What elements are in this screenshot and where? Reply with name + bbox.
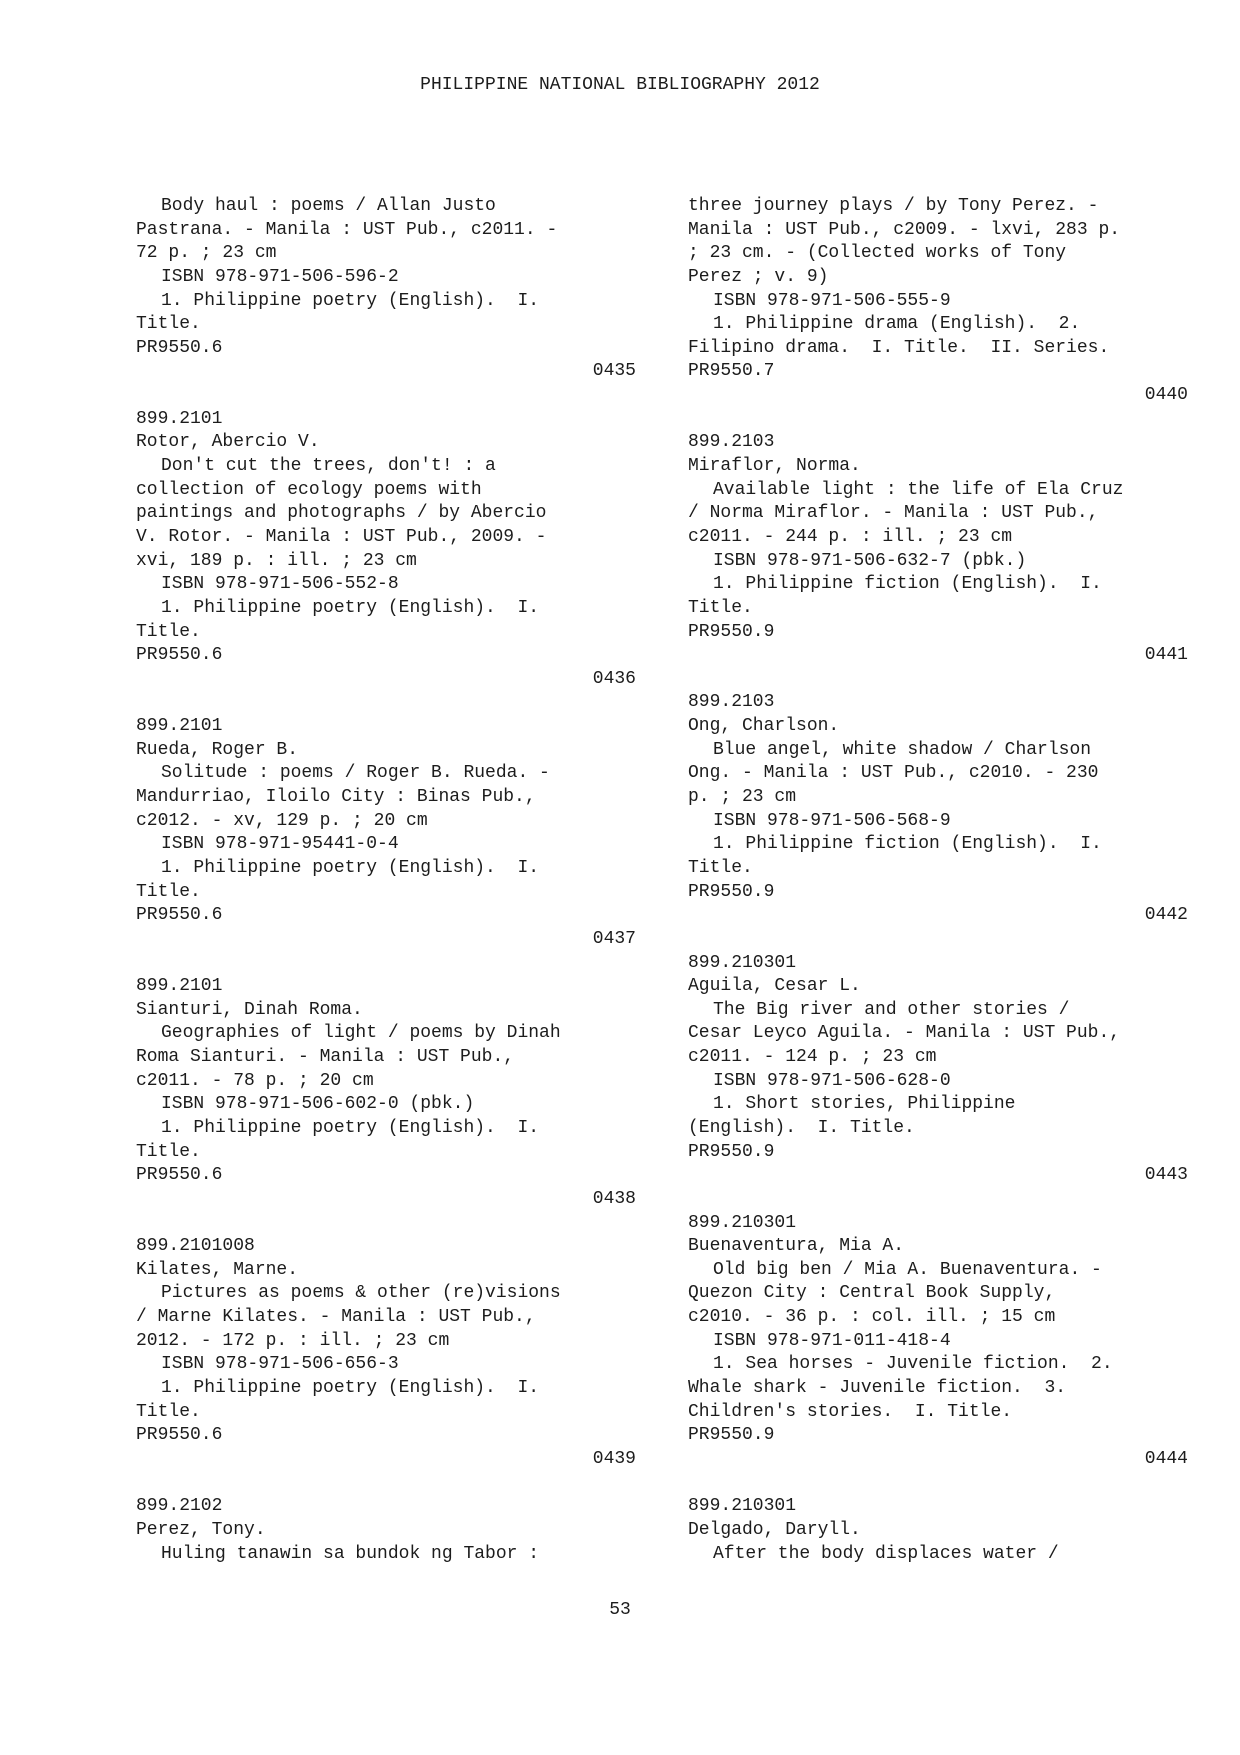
entry-line: 899.2103 (688, 692, 775, 713)
entry-line: Mandurriao, Iloilo City : Binas Pub., (136, 787, 536, 808)
entry-line: Quezon City : Central Book Supply, (688, 1283, 1056, 1304)
entry-line: Kilates, Marne. (136, 1259, 299, 1280)
entry-line: 1. Philippine poetry (English). I. (161, 857, 540, 878)
entry-line: Children's stories. I. Title. (688, 1401, 1013, 1422)
entry-line: Available light : the life of Ela Cruz (713, 479, 1124, 500)
entry-line: 72 p. ; 23 cm (136, 243, 277, 264)
entry-line: Solitude : poems / Roger B. Rueda. - (161, 763, 550, 784)
left-column (136, 195, 636, 1566)
entry-line: PR9550.9 (688, 1141, 775, 1162)
entry-line: Rueda, Roger B. (136, 739, 299, 760)
entry-line: PR9550.9 (688, 621, 775, 642)
entry-line: Rotor, Abercio V. (136, 432, 320, 453)
entry-line: Perez, Tony. (136, 1519, 266, 1540)
entry-line: Geographies of light / poems by Dinah (161, 1023, 561, 1044)
entry-line: V. Rotor. - Manila : UST Pub., 2009. - (136, 526, 547, 547)
entry-line: Miraflor, Norma. (688, 456, 861, 477)
entry-line: 899.210301 (688, 1496, 797, 1517)
entry-separator (688, 1472, 1188, 1496)
entry-line: three journey plays / by Tony Perez. - (688, 196, 1099, 216)
entry-separator (688, 928, 1188, 952)
entry-line: c2012. - xv, 129 p. ; 20 cm (136, 810, 428, 831)
entry-line: (English). I. Title. (688, 1117, 915, 1138)
entry-line: 899.2101008 (136, 1236, 255, 1257)
entry-line: Huling tanawin sa bundok ng Tabor : (161, 1543, 540, 1564)
entry-line: PR9550.6 (136, 905, 223, 926)
entry-line: PR9550.7 (688, 361, 775, 382)
entry-line: c2011. - 78 p. ; 20 cm (136, 1070, 374, 1091)
entry-number: 0440 (1144, 385, 1188, 406)
entry-line: 899.210301 (688, 952, 797, 973)
entry-line: / Marne Kilates. - Manila : UST Pub., (136, 1307, 536, 1328)
entry-line: PR9550.6 (136, 337, 223, 358)
entry-line: c2010. - 36 p. : col. ill. ; 15 cm (688, 1307, 1056, 1328)
entry-separator (688, 408, 1188, 432)
entry-line: Ong, Charlson. (688, 716, 840, 737)
entry-line: 1. Sea horses - Juvenile fiction. 2. (713, 1354, 1113, 1375)
entry-line: 1. Philippine fiction (English). I. (713, 834, 1102, 855)
entry-line: 1. Philippine poetry (English). I. (161, 597, 540, 618)
entry-line: 1. Philippine poetry (English). I. (161, 1378, 540, 1399)
entry-line: After the body displaces water / (713, 1543, 1059, 1564)
entry-line: Title. (136, 1401, 201, 1422)
entry-line: ISBN 978-971-011-418-4 (713, 1330, 951, 1351)
entry-line: ISBN 978-971-506-552-8 (161, 574, 399, 595)
entry-line: 899.2101 (136, 408, 223, 429)
entry-separator (136, 1472, 636, 1496)
entry-number: 0439 (592, 1448, 636, 1469)
entry-line: ; 23 cm. - (Collected works of Tony (688, 243, 1067, 264)
entry-line: Buenaventura, Mia A. (688, 1236, 905, 1257)
entry-line: ISBN 978-971-95441-0-4 (161, 834, 399, 855)
entry-line: Title. (136, 621, 201, 642)
entry-line: Pictures as poems & other (re)visions (161, 1283, 561, 1304)
entry-line: 899.2101 (136, 976, 223, 997)
entry-line: Title. (688, 597, 753, 618)
entry-line: 1. Philippine poetry (English). I. (161, 290, 540, 311)
entry-line: ISBN 978-971-506-656-3 (161, 1354, 399, 1375)
entry-line: Aguila, Cesar L. (688, 976, 861, 997)
entry-line: Body haul : poems / Allan Justo (161, 196, 496, 216)
entry-line: PR9550.9 (688, 1425, 775, 1446)
entry-line: 899.2101 (136, 716, 223, 737)
entry-line: The Big river and other stories / (713, 999, 1070, 1020)
right-column (688, 195, 1188, 1566)
entry-line: Title. (688, 857, 753, 878)
entry-separator (136, 384, 636, 408)
entry-line: Filipino drama. I. Title. II. Series. (688, 337, 1110, 358)
entry-line: Perez ; v. 9) (688, 266, 829, 287)
entry-line: Title. (136, 881, 201, 902)
entry-line: / Norma Miraflor. - Manila : UST Pub., (688, 503, 1099, 524)
entry-separator (136, 691, 636, 715)
entry-line: 1. Philippine drama (English). 2. (713, 314, 1081, 335)
entry-separator (688, 668, 1188, 692)
entry-line: paintings and photographs / by Abercio (136, 503, 547, 524)
entry-line: ISBN 978-971-506-628-0 (713, 1070, 951, 1091)
entry-line: 2012. - 172 p. : ill. ; 23 cm (136, 1330, 450, 1351)
entry-number: 0441 (1144, 645, 1188, 666)
entry-line: ISBN 978-971-506-602-0 (pbk.) (161, 1094, 475, 1115)
entry-separator (136, 952, 636, 976)
entry-line: 1. Philippine fiction (English). I. (713, 574, 1102, 595)
entry-line: Delgado, Daryll. (688, 1519, 861, 1540)
entry-line: Don't cut the trees, don't! : a (161, 456, 496, 477)
entry-line: Whale shark - Juvenile fiction. 3. (688, 1378, 1067, 1399)
entry-number: 0444 (1144, 1448, 1188, 1469)
entry-line: c2011. - 244 p. : ill. ; 23 cm (688, 526, 1013, 547)
entry-line: ISBN 978-971-506-596-2 (161, 266, 399, 287)
entry-line: 899.210301 (688, 1212, 797, 1233)
entry-line: c2011. - 124 p. ; 23 cm (688, 1047, 937, 1068)
entry-line: Ong. - Manila : UST Pub., c2010. - 230 (688, 763, 1099, 784)
entry-number: 0442 (1144, 905, 1188, 926)
entry-separator (688, 1188, 1188, 1212)
entry-line: xvi, 189 p. : ill. ; 23 cm (136, 550, 417, 571)
entry-line: Manila : UST Pub., c2009. - lxvi, 283 p. (688, 219, 1121, 240)
entry-line: collection of ecology poems with (136, 479, 482, 500)
entry-line: Sianturi, Dinah Roma. (136, 999, 363, 1020)
entry-line: ISBN 978-971-506-555-9 (713, 290, 951, 311)
entry-line: Old big ben / Mia A. Buenaventura. - (713, 1259, 1102, 1280)
entry-number: 0435 (592, 361, 636, 382)
entry-line: PR9550.9 (688, 881, 775, 902)
page-header: PHILIPPINE NATIONAL BIBLIOGRAPHY 2012 (420, 75, 820, 95)
entry-line: Pastrana. - Manila : UST Pub., c2011. - (136, 219, 558, 240)
entry-separator (136, 1212, 636, 1236)
entry-line: 899.2103 (688, 432, 775, 453)
entry-line: ISBN 978-971-506-568-9 (713, 810, 951, 831)
entry-line: ISBN 978-971-506-632-7 (pbk.) (713, 550, 1027, 571)
entry-number: 0438 (592, 1188, 636, 1209)
entry-line: 899.2102 (136, 1496, 223, 1517)
entry-line: p. ; 23 cm (688, 787, 797, 808)
entry-line: Roma Sianturi. - Manila : UST Pub., (136, 1047, 515, 1068)
page-number: 53 (609, 1600, 631, 1620)
entry-number: 0436 (592, 668, 636, 689)
entry-line: PR9550.6 (136, 645, 223, 666)
entry-line: 1. Philippine poetry (English). I. (161, 1117, 540, 1138)
entry-number: 0443 (1144, 1165, 1188, 1186)
entry-number: 0437 (592, 928, 636, 949)
entry-line: Blue angel, white shadow / Charlson (713, 739, 1092, 760)
entry-line: Cesar Leyco Aguila. - Manila : UST Pub., (688, 1023, 1121, 1044)
entry-line: PR9550.6 (136, 1165, 223, 1186)
entry-line: PR9550.6 (136, 1425, 223, 1446)
entry-line: Title. (136, 314, 201, 335)
entry-line: 1. Short stories, Philippine (713, 1094, 1016, 1115)
entry-line: Title. (136, 1141, 201, 1162)
